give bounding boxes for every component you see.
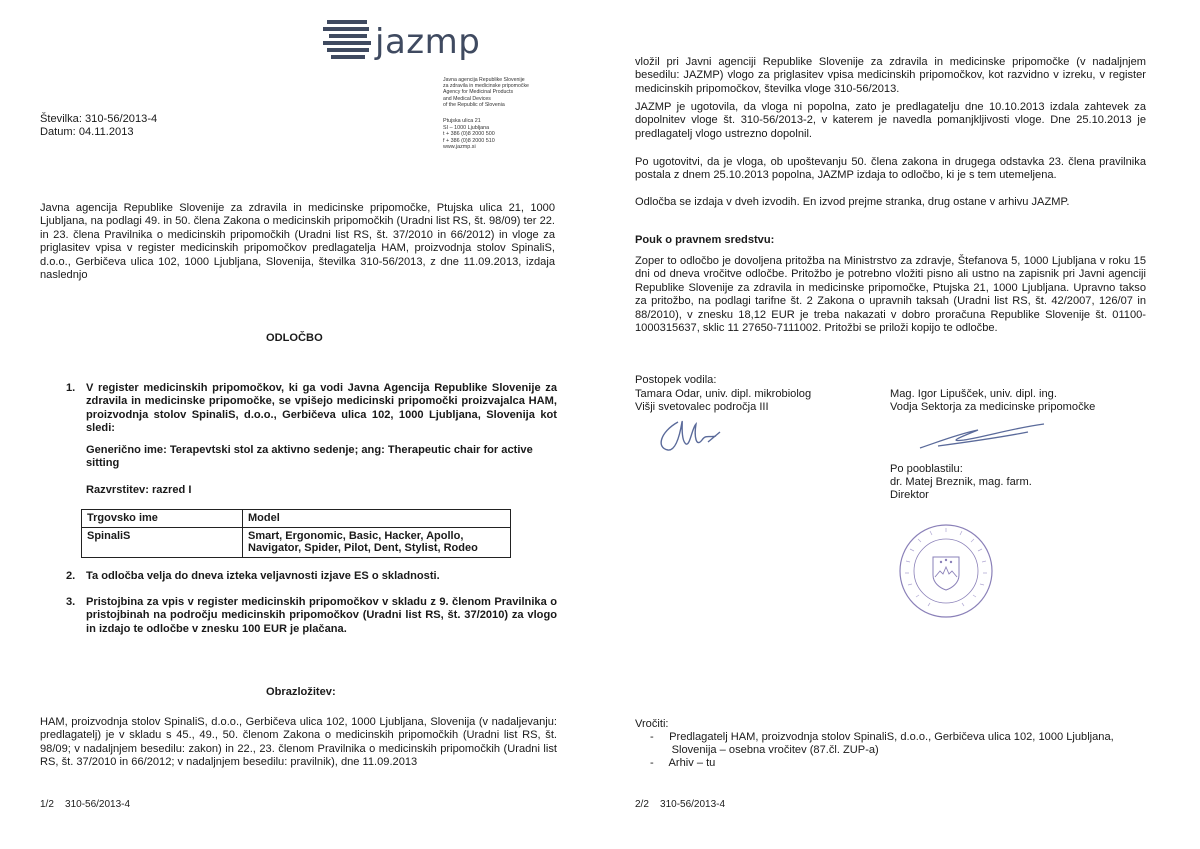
table-row xyxy=(82,527,511,557)
agency-address xyxy=(443,118,495,151)
table-header-cell: Model xyxy=(243,510,511,528)
procedure-officer-role: Višji svetovalec področja III xyxy=(635,401,769,413)
item-number: 3. xyxy=(66,596,76,608)
address-line: SI – 1000 Ljubljana xyxy=(443,124,490,131)
signer-name: Mag. Igor Lipušček, univ. dipl. ing. xyxy=(890,388,1057,400)
generic-name: Generično ime: Terapevtski stol za aktivno sedenje; ang: Therapeutic chair for active sitting xyxy=(86,444,533,470)
logo-subtitle: Javna agencija Republike Slovenije za zdravila in medicinske pripomočke Agency for Medicinal Products and Medical Devices of the Republic of Slovenia xyxy=(443,77,529,108)
procedure-label: Postopek vodila: xyxy=(635,374,717,386)
paragraph-4: Odločba se izdaja v dveh izvodih. En izvod prejme stranka, drug ostane v arhivu JAZMP. xyxy=(635,196,1070,208)
address-line: Ptujska ulica 21 xyxy=(443,118,481,124)
item-number: 2. xyxy=(66,570,76,582)
table-header-row xyxy=(82,510,511,528)
signature-icon xyxy=(650,414,730,456)
page-footer: 2/2 310-56/2013-4 xyxy=(635,799,726,810)
item-3-text: Pristojbina za vpis v register medicinskih pripomočkov v skladu z 9. členom Pravilnika o pristojbinah na področju medicinskih pripomočkov (Uradni list RS, št. 37/2010) za vlogo in izdajo te odločbe v znesku 100 EUR je plačana. xyxy=(86,596,557,635)
paragraph-3: Po ugotovitvi, da je vloga, ob upoštevanju 50. člena zakona in drugega odstavka 23. člena pravilnika postala z dnem 25.10.2013 popolna, JAZMP izdaja to odločbo, ki je s tem utemeljena. xyxy=(635,156,1146,182)
reasoning-paragraph: HAM, proizvodnja stolov SpinaliS, d.o.o., Gerbičeva ulica 102, 1000 Ljubljana, Slovenija (v nadaljevanju: predlagatelj) je v skladu s 45., 49., 50. členom Zakona o medicinskih pripomočkih (Uradni list RS, št. 98/09; v nadaljnjem besedilu: zakon) in 22., 23. členom Pravilnika o medicinskih pripomočkih (Uradni list RS, št. 37/2010 in 66/2012; v nadaljnjem besedilu: pravilnik), dne 11.09.2013 xyxy=(40,716,557,769)
table-header-cell: Trgovsko ime xyxy=(82,510,243,528)
document-title: ODLOČBO xyxy=(266,332,323,344)
item-1-text: V register medicinskih pripomočkov, ki ga vodi Javna Agencija Republike Slovenije za zdravila in medicinske pripomočke, se vpišejo medicinski pripomočki proizvajalca HAM, proizvodnja stolov SpinaliS, d.o.o., Gerbičeva ulica 102, 1000 Ljubljana, Slovenija kot sledi: xyxy=(86,382,557,435)
intro-paragraph: Javna agencija Republike Slovenije za zdravila in medicinske pripomočke, Ptujska ulica 21, 1000 Ljubljana, na podlagi 49. in 50. člena Zakona o medicinskih pripomočkih (Uradni list RS, št. 98/09) ter 22. in 23. člena Pravilnika o medicinskih pripomočkih (Uradni list RS, št. 37/2010 in 66/2012) in vloge za priglasitev vpisa v register medicinskih pripomočkov predlagatelja HAM, proizvodnja stolov SpinaliS, d.o.o., Gerbičeva ulica 102, 1000 Ljubljana, Slovenija, številka 310-56/2013, z dne 11.09.2013, izdaja naslednjo xyxy=(40,202,555,282)
reasoning-title: Obrazložitev: xyxy=(266,686,336,698)
reference-number: Številka: 310-56/2013-4 xyxy=(40,113,158,125)
document-date: Datum: 04.11.2013 xyxy=(40,126,134,138)
legal-remedy-title: Pouk o pravnem sredstvu: xyxy=(635,234,775,246)
paragraph-1: vložil pri Javni agenciji Republike Slovenije za zdravila in medicinske pripomočke (v nadaljnjem besedilu: JAZMP) vlogo za priglasitev vpisa medicinskih pripomočkov, kot razvidno v izreku, v register medicinskih pripomočkov, številka vloge 310-56/2013. xyxy=(635,56,1146,95)
delivery-item: - Predlagatelj HAM, proizvodnja stolov SpinaliS, d.o.o., Gerbičeva ulica 102, 1000 Ljubljana, xyxy=(650,731,1114,743)
table-cell: SpinaliS xyxy=(82,527,243,557)
delivery-item: Slovenija – osebna vročitev (87.čl. ZUP-a) xyxy=(650,744,879,756)
product-table xyxy=(81,509,511,558)
address-line: f + 386 (0)8 2000 510 xyxy=(443,137,495,144)
authorized-label: Po pooblastilu: xyxy=(890,463,963,475)
jazmp-logo-icon xyxy=(323,20,371,60)
page-footer: 1/2 310-56/2013-4 xyxy=(40,799,131,810)
address-line: t + 386 (0)8 2000 500 xyxy=(443,131,495,138)
page-2 xyxy=(600,0,1200,849)
authorized-name: dr. Matej Breznik, mag. farm. xyxy=(890,476,1032,488)
address-line: www.jazmp.si xyxy=(443,144,476,151)
official-stamp-icon xyxy=(886,521,1006,621)
delivery-item: - Arhiv – tu xyxy=(650,757,716,769)
legal-remedy-paragraph: Zoper to odločbo je dovoljena pritožba na Ministrstvo za zdravje, Štefanova 5, 1000 Ljubljana v roku 15 dni od dneva vročitve odločbe. Pritožbo je potrebno vložiti pisno ali ustno na zapisnik pri Javni agenciji Republike Slovenije za zdravila in medicinske pripomočke, Ptujska 21, 1000 Ljubljana. Upravno takso za pritožbo, na podlagi tarifne št. 2 Zakona o upravnih taksah (Uradni list RS, št. 42/2007, 126/07 in 88/2010), v znesku 18,12 EUR je treba nakazati v dobro proračuna Republike Slovenije št. 01100-1000315637, sklic 11 27650-7111002. Pritožbi se priloži kopijo te odločbe. xyxy=(635,255,1146,335)
logo-text: jazmp xyxy=(375,22,481,62)
delivery-label: Vročiti: xyxy=(635,718,669,730)
authorized-role: Direktor xyxy=(890,489,929,501)
table-cell: Smart, Ergonomic, Basic, Hacker, Apollo, Navigator, Spider, Pilot, Dent, Stylist, Rodeo xyxy=(243,527,511,557)
item-2-text: Ta odločba velja do dneva izteka veljavnosti izjave ES o skladnosti. xyxy=(86,570,440,582)
item-number: 1. xyxy=(66,382,76,394)
signature-icon xyxy=(918,420,1048,450)
paragraph-2: JAZMP je ugotovila, da vloga ni popolna, zato je predlagatelju dne 10.10.2013 izdala zahtevek za dopolnitev vloge št. 310-56/2013-2, v katerem je navedla pomanjkljivosti vloge. Dne 25.10.2013 je predlagatelj vlogo ustrezno dopolnil. xyxy=(635,101,1146,140)
procedure-officer-name: Tamara Odar, univ. dipl. mikrobiolog xyxy=(635,388,812,400)
signer-role: Vodja Sektorja za medicinske pripomočke xyxy=(890,401,1096,413)
classification: Razvrstitev: razred I xyxy=(86,484,192,496)
